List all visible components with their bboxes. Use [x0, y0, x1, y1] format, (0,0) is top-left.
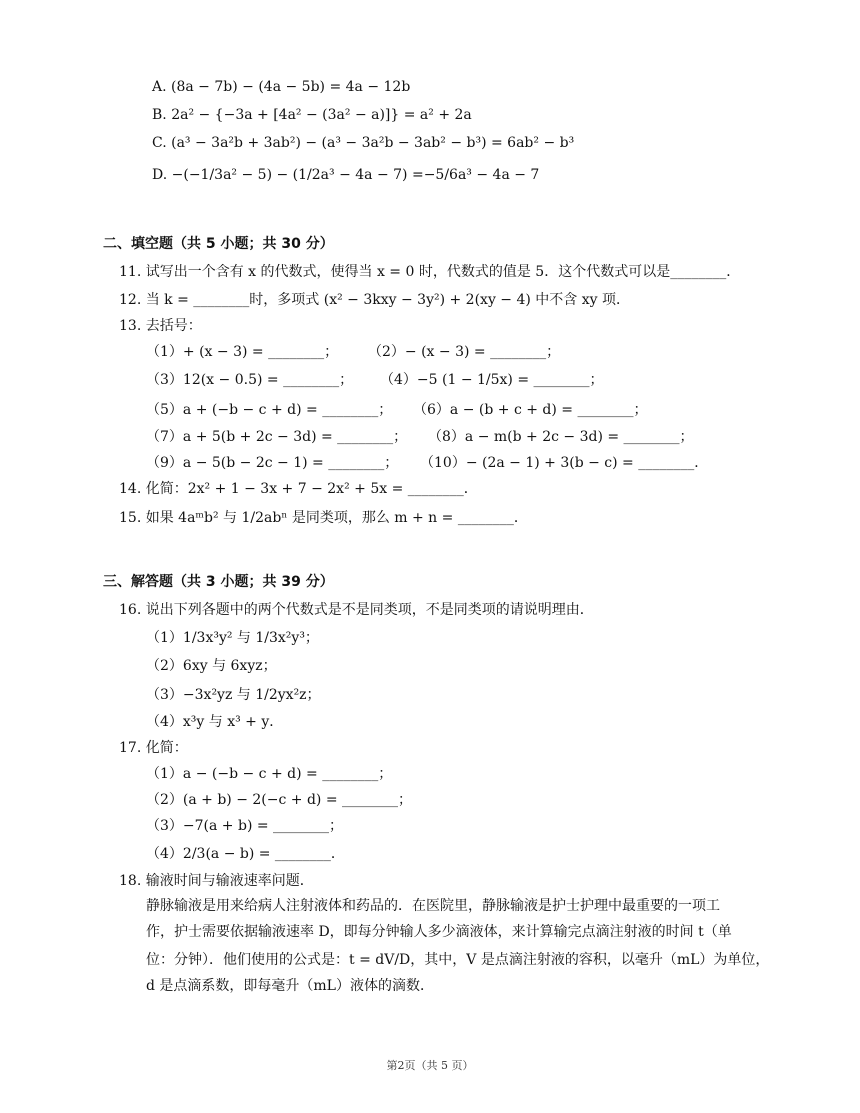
question-15: 15. 如果 4aᵐb² 与 1/2abⁿ 是同类项，那么 m + n = ________．: [119, 510, 528, 526]
q17-item-4: （4）2/3(a − b) = ________．: [146, 846, 345, 862]
q16-item-3: （3）−3x²yz 与 1/2yx²z；: [146, 687, 321, 703]
q13-item-10: （10）− (2a − 1) + 3(b − c) = ________．: [420, 455, 709, 471]
question-13: 13. 去括号：: [119, 318, 202, 334]
q13-item-1: （1）+ (x − 3) = ________；: [146, 344, 339, 360]
q18-paragraph-line-4: d 是点滴系数，即每毫升（mL）液体的滴数．: [146, 978, 434, 994]
q13-item-3: （3）12(x − 0.5) = ________；: [146, 372, 354, 388]
q13-item-2: （2）− (x − 3) = ________；: [368, 344, 561, 360]
question-12: 12. 当 k = ________时，多项式 (x² − 3kxy − 3y²) + 2(xy − 4) 中不含 xy 项．: [119, 292, 631, 308]
option-a: A. (8a − 7b) − (4a − 5b) = 4a − 12b: [152, 79, 411, 95]
q17-item-2: （2）(a + b) − 2(−c + d) = ________；: [146, 792, 413, 808]
q13-item-6: （6）a − (b + c + d) = ________；: [413, 402, 648, 418]
q18-paragraph-line-2: 作，护士需要依据输液速率 D，即每分钟输人多少滴液体，来计算输完点滴注射液的时间 t（单: [146, 924, 732, 940]
q13-item-7: （7）a + 5(b + 2c − 3d) = ________；: [146, 429, 408, 445]
q13-item-8: （8）a − m(b + 2c − 3d) = ________；: [428, 429, 694, 445]
question-16: 16. 说出下列各题中的两个代数式是不是同类项，不是同类项的请说明理由．: [119, 602, 594, 618]
question-11: 11. 试写出一个含有 x 的代数式，使得当 x = 0 时，代数式的值是 5．这个代数式可以是________．: [119, 264, 741, 280]
q13-item-4: （4）−5 (1 − 1/5x) = ________；: [380, 372, 604, 388]
q17-item-1: （1）a − (−b − c + d) = ________；: [146, 766, 393, 782]
q16-item-1: （1）1/3x³y² 与 1/3x²y³；: [146, 630, 319, 646]
section2-title: 二、填空题（共 5 小题；共 30 分）: [103, 236, 334, 252]
page-footer: 第2页（共 5 页）: [386, 1059, 474, 1072]
question-18: 18. 输液时间与输液速率问题．: [119, 873, 314, 889]
question-14: 14. 化简：2x² + 1 − 3x + 7 − 2x² + 5x = ________．: [119, 481, 478, 497]
q16-item-4: （4）x³y 与 x³ + y．: [146, 714, 284, 730]
section3-title: 三、解答题（共 3 小题；共 39 分）: [103, 574, 334, 590]
option-b: B. 2a² − {−3a + [4a² − (3a² − a)]} = a² + 2a: [152, 107, 472, 123]
q13-item-5: （5）a + (−b − c + d) = ________；: [146, 402, 393, 418]
q17-item-3: （3）−7(a + b) = ________；: [146, 818, 344, 834]
question-17: 17. 化简：: [119, 740, 188, 756]
option-c: C. (a³ − 3a²b + 3ab²) − (a³ − 3a²b − 3ab² − b³) = 6ab² − b³: [152, 135, 575, 151]
q18-paragraph-line-3: 位：分钟）．他们使用的公式是：t = dV/D，其中，V 是点滴注射液的容积，以毫升（mL）为单位，: [146, 952, 770, 968]
option-d: D. −(−1/3a² − 5) − (1/2a³ − 4a − 7) =−5/6a³ − 4a − 7: [152, 167, 540, 183]
q13-item-9: （9）a − 5(b − 2c − 1) = ________；: [146, 455, 399, 471]
q18-paragraph-line-1: 静脉输液是用来给病人注射液体和药品的．在医院里，静脉输液是护士护理中最重要的一项工: [146, 898, 720, 914]
q16-item-2: （2）6xy 与 6xyz；: [146, 658, 277, 674]
